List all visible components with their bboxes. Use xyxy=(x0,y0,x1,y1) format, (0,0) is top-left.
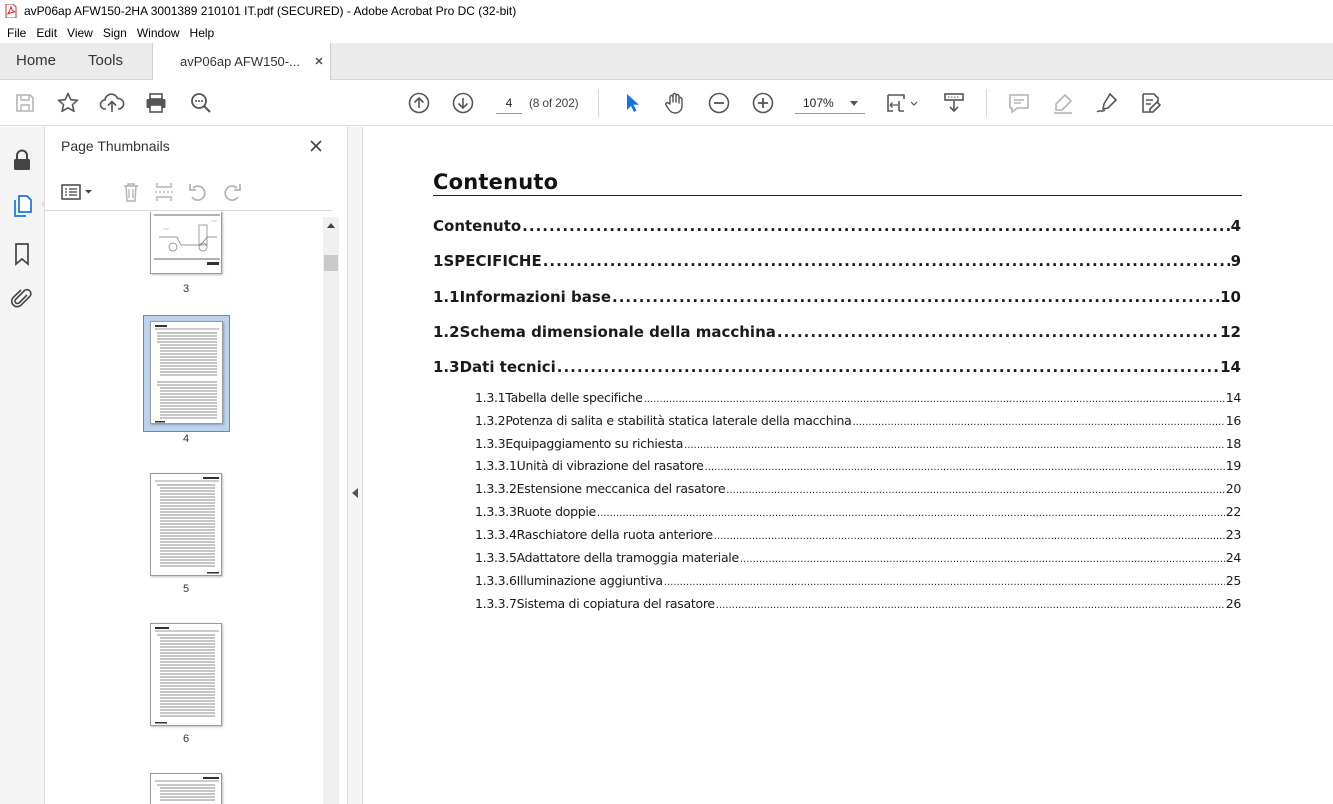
toc-page: 14 xyxy=(1220,358,1241,376)
toc-leader xyxy=(726,481,1224,496)
toc-entry[interactable] xyxy=(433,358,1241,376)
toc-title: Equipaggiamento su richiesta xyxy=(505,436,684,451)
toc-page: 22 xyxy=(1225,504,1241,519)
toolbar-divider xyxy=(986,89,987,117)
print-icon[interactable] xyxy=(143,90,169,116)
thumbnail-image xyxy=(150,212,222,274)
toc-page: 16 xyxy=(1225,413,1241,428)
toc-subentry[interactable] xyxy=(475,413,1241,428)
thumbnail-page-3[interactable] xyxy=(45,212,322,302)
thumbnail-image xyxy=(150,623,222,726)
thumbnail-page-7[interactable] xyxy=(45,770,322,804)
panel-title: Page Thumbnails xyxy=(61,138,170,154)
rotate-ccw-icon[interactable] xyxy=(186,181,210,203)
toc-page: 20 xyxy=(1225,481,1241,496)
attachment-icon[interactable] xyxy=(9,285,35,311)
zoom-in-icon[interactable] xyxy=(750,90,776,116)
toc-subentry[interactable] xyxy=(475,504,1241,519)
main-toolbar xyxy=(0,80,1333,126)
toc-leader xyxy=(853,413,1225,428)
tab-tools[interactable]: Tools xyxy=(88,52,124,69)
toc-number: 1.3.3.5 xyxy=(475,550,517,565)
title-bar xyxy=(0,0,1333,22)
toc-page: 14 xyxy=(1225,390,1241,405)
toc-title: Contenuto xyxy=(433,217,522,235)
toc-page: 9 xyxy=(1230,252,1241,270)
page-thumbnails-icon[interactable] xyxy=(9,193,35,219)
select-arrow-icon[interactable] xyxy=(618,90,644,116)
toc-leader xyxy=(705,458,1225,473)
toc-title: SPECIFICHE xyxy=(443,252,542,270)
lock-icon[interactable] xyxy=(9,147,35,173)
toc-leader xyxy=(522,217,1229,235)
toc-leader xyxy=(597,504,1225,519)
toc-subentry[interactable] xyxy=(475,596,1241,611)
menu-edit[interactable]: Edit xyxy=(36,25,58,40)
thumbnail-scrollbar[interactable] xyxy=(323,217,339,804)
toc-subentry[interactable] xyxy=(475,550,1241,565)
zoom-dropdown[interactable] xyxy=(795,92,865,114)
page-heading: Contenuto xyxy=(433,170,559,194)
comment-icon[interactable] xyxy=(1006,90,1032,116)
toc-title: Ruote doppie xyxy=(516,504,596,519)
window-title: avP06ap AFW150-2HA 3001389 210101 IT.pdf (SECURED) - Adobe Acrobat Pro DC (32-bit) xyxy=(24,4,517,18)
rotate-cw-icon[interactable] xyxy=(220,181,244,203)
toc-number: 1.3.3.7 xyxy=(475,596,517,611)
hand-tool-icon[interactable] xyxy=(662,90,688,116)
toc-title: Tabella delle specifiche xyxy=(505,390,643,405)
acrobat-pdf-icon xyxy=(5,4,17,18)
close-icon[interactable] xyxy=(313,55,325,67)
tab-home[interactable]: Home xyxy=(16,52,57,69)
toc-title: Estensione meccanica del rasatore xyxy=(516,481,726,496)
next-page-icon[interactable] xyxy=(450,90,476,116)
close-icon[interactable] xyxy=(308,138,324,154)
page-fit-icon[interactable] xyxy=(884,90,920,116)
toc-page: 26 xyxy=(1225,596,1241,611)
thumbnail-page-4[interactable] xyxy=(45,315,322,455)
toc-title: Dati tecnici xyxy=(459,358,556,376)
toc-subentry[interactable] xyxy=(475,481,1241,496)
toc-subentry[interactable] xyxy=(475,390,1241,405)
tab-document[interactable] xyxy=(152,43,331,80)
toc-entry[interactable] xyxy=(433,323,1241,341)
toc-leader xyxy=(714,527,1225,542)
scrollbar-thumb[interactable] xyxy=(324,255,338,271)
upload-cloud-icon[interactable] xyxy=(99,90,125,116)
menu-sign[interactable]: Sign xyxy=(102,25,127,40)
bookmark-icon[interactable] xyxy=(9,241,35,267)
toc-page: 18 xyxy=(1225,436,1241,451)
toc-subentry[interactable] xyxy=(475,527,1241,542)
toc-page: 10 xyxy=(1220,288,1241,306)
toc-subentry[interactable] xyxy=(475,436,1241,451)
thumbnail-image xyxy=(150,773,222,804)
toc-title: Raschiatore della ruota anteriore xyxy=(516,527,713,542)
toc-leader xyxy=(557,358,1219,376)
fill-sign-icon[interactable] xyxy=(1138,90,1164,116)
document-view[interactable] xyxy=(363,127,1333,804)
toolbar-divider xyxy=(598,89,599,117)
menu-window[interactable]: Window xyxy=(136,25,180,40)
bookmark-star-icon[interactable] xyxy=(55,90,81,116)
toc-title: Sistema di copiatura del rasatore xyxy=(516,596,715,611)
toc-leader xyxy=(543,252,1230,270)
find-zoom-icon[interactable] xyxy=(188,90,214,116)
thumbnail-page-number: 4 xyxy=(182,433,190,445)
toc-leader xyxy=(716,596,1225,611)
heading-rule xyxy=(433,195,1242,196)
menu-view[interactable]: View xyxy=(67,25,93,40)
highlight-icon[interactable] xyxy=(1050,90,1076,116)
toc-entry[interactable] xyxy=(433,288,1241,306)
toc-number: 1.3.3.3 xyxy=(475,504,517,519)
previous-page-icon[interactable] xyxy=(406,90,432,116)
menu-bar xyxy=(0,22,1333,43)
toc-subentry[interactable] xyxy=(475,573,1241,588)
toc-number: 1.1 xyxy=(433,288,460,306)
zoom-value: 107% xyxy=(803,96,834,110)
toc-number: 1.2 xyxy=(433,323,460,341)
thumbnail-toolbar xyxy=(45,173,332,211)
toc-title: Informazioni base xyxy=(459,288,611,306)
thumbnail-page-6[interactable] xyxy=(45,620,322,760)
delete-page-icon[interactable] xyxy=(119,181,143,203)
toc-subentry[interactable] xyxy=(475,458,1241,473)
menu-help[interactable]: Help xyxy=(189,25,215,40)
toc-number: 1.3.3 xyxy=(475,436,506,451)
menu-file[interactable]: File xyxy=(7,25,27,40)
toc-page: 24 xyxy=(1225,550,1241,565)
toc-page: 12 xyxy=(1220,323,1241,341)
thumbnail-page-number: 6 xyxy=(182,733,190,745)
scroll-mode-icon[interactable] xyxy=(941,90,967,116)
toc-leader xyxy=(740,550,1225,565)
toc-number: 1.3.2 xyxy=(475,413,506,428)
toc-number: 1.3.3.6 xyxy=(475,573,517,588)
toc-number: 1.3.1 xyxy=(475,390,506,405)
toc-number: 1.3 xyxy=(433,358,460,376)
zoom-out-icon[interactable] xyxy=(706,90,732,116)
toc-leader xyxy=(644,390,1225,405)
thumbnail-page-5[interactable] xyxy=(45,470,322,610)
toc-number: 1.3.3.2 xyxy=(475,481,517,496)
page-number-input[interactable] xyxy=(496,92,522,114)
toc-title: Potenza di salita e stabilità statica laterale della macchina xyxy=(505,413,852,428)
save-icon[interactable] xyxy=(12,90,38,116)
thumbnail-list xyxy=(45,212,322,804)
chevron-down-icon xyxy=(850,101,858,106)
toc-title: Unità di vibrazione del rasatore xyxy=(516,458,704,473)
panel-splitter[interactable] xyxy=(347,127,363,804)
insert-page-icon[interactable] xyxy=(152,181,176,203)
sign-pen-icon[interactable] xyxy=(1094,90,1120,116)
collapse-panel-arrow-icon[interactable] xyxy=(352,488,358,498)
tab-bar xyxy=(0,43,1333,80)
toc-leader xyxy=(612,288,1219,306)
page-count-label: (8 of 202) xyxy=(529,96,579,110)
navigation-rail xyxy=(0,127,45,804)
toc-leader xyxy=(684,436,1225,451)
toc-page: 23 xyxy=(1225,527,1241,542)
document-tab-label: avP06ap AFW150-... xyxy=(180,54,300,69)
toc-title: Illuminazione aggiuntiva xyxy=(516,573,663,588)
thumbnail-page-number: 3 xyxy=(182,283,190,295)
thumbnail-page-number: 5 xyxy=(182,583,190,595)
scroll-up-arrow-icon[interactable] xyxy=(327,223,335,228)
toc-page: 19 xyxy=(1225,458,1241,473)
toc-number: 1.3.3.1 xyxy=(475,458,517,473)
toc-leader xyxy=(777,323,1219,341)
toc-number: 1 xyxy=(433,252,444,270)
page-thumbnails-panel xyxy=(45,127,347,804)
toc-number: 1.3.3.4 xyxy=(475,527,517,542)
thumbnail-image xyxy=(150,321,223,424)
options-menu-icon[interactable] xyxy=(59,181,97,203)
toc-title: Adattatore della tramoggia materiale xyxy=(516,550,739,565)
toc-entry[interactable] xyxy=(433,217,1241,235)
toc-leader xyxy=(664,573,1225,588)
toc-page: 25 xyxy=(1225,573,1241,588)
toc-page: 4 xyxy=(1230,217,1241,235)
thumbnail-image xyxy=(150,473,222,576)
toc-entry[interactable] xyxy=(433,252,1241,270)
toc-title: Schema dimensionale della macchina xyxy=(459,323,776,341)
